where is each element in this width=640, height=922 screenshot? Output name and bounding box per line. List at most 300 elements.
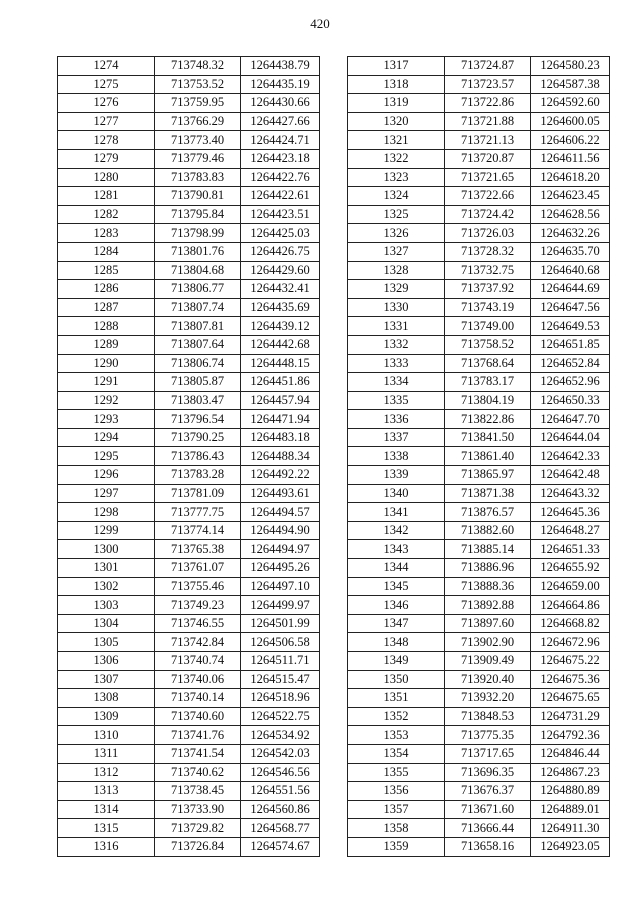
x-coordinate-cell: 713721.65 xyxy=(445,168,531,187)
y-coordinate-cell: 1264515.47 xyxy=(241,670,320,689)
x-coordinate-cell: 713740.06 xyxy=(155,670,241,689)
y-coordinate-cell: 1264652.84 xyxy=(531,354,610,373)
point-number-cell: 1332 xyxy=(348,335,445,354)
point-number-cell: 1325 xyxy=(348,205,445,224)
y-coordinate-cell: 1264611.56 xyxy=(531,149,610,168)
y-coordinate-cell: 1264438.79 xyxy=(241,57,320,76)
x-coordinate-cell: 713717.65 xyxy=(445,744,531,763)
table-row xyxy=(348,373,610,392)
point-number-cell: 1337 xyxy=(348,428,445,447)
x-coordinate-cell: 713737.92 xyxy=(445,280,531,299)
table-row xyxy=(58,428,320,447)
y-coordinate-cell: 1264580.23 xyxy=(531,57,610,76)
x-coordinate-cell: 713741.76 xyxy=(155,726,241,745)
x-coordinate-cell: 713658.16 xyxy=(445,837,531,856)
table-row xyxy=(58,447,320,466)
x-coordinate-cell: 713781.09 xyxy=(155,484,241,503)
x-coordinate-cell: 713790.25 xyxy=(155,428,241,447)
y-coordinate-cell: 1264659.00 xyxy=(531,577,610,596)
point-number-cell: 1342 xyxy=(348,521,445,540)
y-coordinate-cell: 1264652.96 xyxy=(531,373,610,392)
table-row xyxy=(58,373,320,392)
y-coordinate-cell: 1264494.57 xyxy=(241,503,320,522)
point-number-cell: 1280 xyxy=(58,168,155,187)
point-number-cell: 1305 xyxy=(58,633,155,652)
x-coordinate-cell: 713749.00 xyxy=(445,317,531,336)
point-number-cell: 1354 xyxy=(348,744,445,763)
table-row xyxy=(348,298,610,317)
y-coordinate-cell: 1264644.69 xyxy=(531,280,610,299)
y-coordinate-cell: 1264675.36 xyxy=(531,670,610,689)
point-number-cell: 1314 xyxy=(58,800,155,819)
x-coordinate-cell: 713753.52 xyxy=(155,75,241,94)
table-row xyxy=(58,131,320,150)
point-number-cell: 1335 xyxy=(348,391,445,410)
table-row xyxy=(348,484,610,503)
table-row xyxy=(58,298,320,317)
table-row xyxy=(348,94,610,113)
table-row xyxy=(58,614,320,633)
y-coordinate-cell: 1264592.60 xyxy=(531,94,610,113)
table-row xyxy=(58,782,320,801)
x-coordinate-cell: 713761.07 xyxy=(155,559,241,578)
x-coordinate-cell: 713892.88 xyxy=(445,596,531,615)
x-coordinate-cell: 713807.74 xyxy=(155,298,241,317)
y-coordinate-cell: 1264651.85 xyxy=(531,335,610,354)
x-coordinate-cell: 713749.23 xyxy=(155,596,241,615)
point-number-cell: 1321 xyxy=(348,131,445,150)
x-coordinate-cell: 713865.97 xyxy=(445,466,531,485)
table-row xyxy=(348,670,610,689)
table-row xyxy=(348,577,610,596)
x-coordinate-cell: 713733.90 xyxy=(155,800,241,819)
table-row xyxy=(58,540,320,559)
point-number-cell: 1340 xyxy=(348,484,445,503)
x-coordinate-cell: 713746.55 xyxy=(155,614,241,633)
table-row xyxy=(58,335,320,354)
y-coordinate-cell: 1264731.29 xyxy=(531,707,610,726)
x-coordinate-cell: 713742.84 xyxy=(155,633,241,652)
x-coordinate-cell: 713848.53 xyxy=(445,707,531,726)
point-number-cell: 1284 xyxy=(58,242,155,261)
x-coordinate-cell: 713723.57 xyxy=(445,75,531,94)
table-row xyxy=(58,187,320,206)
y-coordinate-cell: 1264648.27 xyxy=(531,521,610,540)
y-coordinate-cell: 1264423.18 xyxy=(241,149,320,168)
y-coordinate-cell: 1264471.94 xyxy=(241,410,320,429)
x-coordinate-cell: 713796.54 xyxy=(155,410,241,429)
x-coordinate-cell: 713803.47 xyxy=(155,391,241,410)
point-number-cell: 1349 xyxy=(348,652,445,671)
table-row xyxy=(58,410,320,429)
table-row xyxy=(348,335,610,354)
x-coordinate-cell: 713871.38 xyxy=(445,484,531,503)
point-number-cell: 1310 xyxy=(58,726,155,745)
point-number-cell: 1312 xyxy=(58,763,155,782)
point-number-cell: 1356 xyxy=(348,782,445,801)
table-row xyxy=(348,75,610,94)
point-number-cell: 1296 xyxy=(58,466,155,485)
y-coordinate-cell: 1264425.03 xyxy=(241,224,320,243)
point-number-cell: 1286 xyxy=(58,280,155,299)
x-coordinate-cell: 713774.14 xyxy=(155,521,241,540)
table-row xyxy=(58,503,320,522)
point-number-cell: 1330 xyxy=(348,298,445,317)
y-coordinate-cell: 1264647.56 xyxy=(531,298,610,317)
y-coordinate-cell: 1264495.26 xyxy=(241,559,320,578)
table-row xyxy=(58,596,320,615)
x-coordinate-cell: 713722.86 xyxy=(445,94,531,113)
x-coordinate-cell: 713804.68 xyxy=(155,261,241,280)
x-coordinate-cell: 713882.60 xyxy=(445,521,531,540)
point-number-cell: 1292 xyxy=(58,391,155,410)
x-coordinate-cell: 713676.37 xyxy=(445,782,531,801)
table-row xyxy=(348,633,610,652)
point-number-cell: 1297 xyxy=(58,484,155,503)
table-row xyxy=(58,577,320,596)
y-coordinate-cell: 1264668.82 xyxy=(531,614,610,633)
point-number-cell: 1347 xyxy=(348,614,445,633)
x-coordinate-cell: 713804.19 xyxy=(445,391,531,410)
table-row xyxy=(58,689,320,708)
table-row xyxy=(58,559,320,578)
point-number-cell: 1307 xyxy=(58,670,155,689)
point-number-cell: 1309 xyxy=(58,707,155,726)
x-coordinate-cell: 713671.60 xyxy=(445,800,531,819)
point-number-cell: 1287 xyxy=(58,298,155,317)
table-row xyxy=(348,689,610,708)
x-coordinate-cell: 713777.75 xyxy=(155,503,241,522)
y-coordinate-cell: 1264442.68 xyxy=(241,335,320,354)
x-coordinate-cell: 713741.54 xyxy=(155,744,241,763)
y-coordinate-cell: 1264672.96 xyxy=(531,633,610,652)
y-coordinate-cell: 1264675.65 xyxy=(531,689,610,708)
x-coordinate-cell: 713795.84 xyxy=(155,205,241,224)
point-number-cell: 1357 xyxy=(348,800,445,819)
y-coordinate-cell: 1264645.36 xyxy=(531,503,610,522)
x-coordinate-cell: 713740.14 xyxy=(155,689,241,708)
x-coordinate-cell: 713841.50 xyxy=(445,428,531,447)
point-number-cell: 1283 xyxy=(58,224,155,243)
x-coordinate-cell: 713932.20 xyxy=(445,689,531,708)
point-number-cell: 1318 xyxy=(348,75,445,94)
y-coordinate-cell: 1264880.89 xyxy=(531,782,610,801)
x-coordinate-cell: 713729.82 xyxy=(155,819,241,838)
x-coordinate-cell: 713740.74 xyxy=(155,652,241,671)
point-number-cell: 1350 xyxy=(348,670,445,689)
table-row xyxy=(58,112,320,131)
point-number-cell: 1306 xyxy=(58,652,155,671)
x-coordinate-cell: 713783.28 xyxy=(155,466,241,485)
table-row xyxy=(348,317,610,336)
point-number-cell: 1339 xyxy=(348,466,445,485)
x-coordinate-cell: 713740.60 xyxy=(155,707,241,726)
point-number-cell: 1298 xyxy=(58,503,155,522)
y-coordinate-cell: 1264867.23 xyxy=(531,763,610,782)
y-coordinate-cell: 1264542.03 xyxy=(241,744,320,763)
y-coordinate-cell: 1264439.12 xyxy=(241,317,320,336)
point-number-cell: 1345 xyxy=(348,577,445,596)
x-coordinate-cell: 713666.44 xyxy=(445,819,531,838)
x-coordinate-cell: 713876.57 xyxy=(445,503,531,522)
coordinates-table-right xyxy=(347,56,610,857)
y-coordinate-cell: 1264435.69 xyxy=(241,298,320,317)
y-coordinate-cell: 1264451.86 xyxy=(241,373,320,392)
x-coordinate-cell: 713909.49 xyxy=(445,652,531,671)
point-number-cell: 1351 xyxy=(348,689,445,708)
point-number-cell: 1319 xyxy=(348,94,445,113)
point-number-cell: 1277 xyxy=(58,112,155,131)
point-number-cell: 1317 xyxy=(348,57,445,76)
y-coordinate-cell: 1264647.70 xyxy=(531,410,610,429)
table-row xyxy=(348,205,610,224)
point-number-cell: 1353 xyxy=(348,726,445,745)
table-row xyxy=(58,484,320,503)
x-coordinate-cell: 713766.29 xyxy=(155,112,241,131)
x-coordinate-cell: 713805.87 xyxy=(155,373,241,392)
y-coordinate-cell: 1264501.99 xyxy=(241,614,320,633)
table-row xyxy=(58,633,320,652)
table-row xyxy=(348,391,610,410)
point-number-cell: 1329 xyxy=(348,280,445,299)
y-coordinate-cell: 1264432.41 xyxy=(241,280,320,299)
table-row xyxy=(348,726,610,745)
x-coordinate-cell: 713775.35 xyxy=(445,726,531,745)
y-coordinate-cell: 1264923.05 xyxy=(531,837,610,856)
y-coordinate-cell: 1264499.97 xyxy=(241,596,320,615)
point-number-cell: 1336 xyxy=(348,410,445,429)
y-coordinate-cell: 1264492.22 xyxy=(241,466,320,485)
y-coordinate-cell: 1264424.71 xyxy=(241,131,320,150)
y-coordinate-cell: 1264568.77 xyxy=(241,819,320,838)
point-number-cell: 1291 xyxy=(58,373,155,392)
y-coordinate-cell: 1264488.34 xyxy=(241,447,320,466)
point-number-cell: 1338 xyxy=(348,447,445,466)
y-coordinate-cell: 1264911.30 xyxy=(531,819,610,838)
table-row xyxy=(58,168,320,187)
table-row xyxy=(348,800,610,819)
point-number-cell: 1341 xyxy=(348,503,445,522)
point-number-cell: 1300 xyxy=(58,540,155,559)
point-number-cell: 1301 xyxy=(58,559,155,578)
point-number-cell: 1276 xyxy=(58,94,155,113)
table-row xyxy=(58,391,320,410)
point-number-cell: 1322 xyxy=(348,149,445,168)
x-coordinate-cell: 713765.38 xyxy=(155,540,241,559)
x-coordinate-cell: 713807.81 xyxy=(155,317,241,336)
x-coordinate-cell: 713748.32 xyxy=(155,57,241,76)
x-coordinate-cell: 713773.40 xyxy=(155,131,241,150)
x-coordinate-cell: 713806.77 xyxy=(155,280,241,299)
y-coordinate-cell: 1264675.22 xyxy=(531,652,610,671)
y-coordinate-cell: 1264483.18 xyxy=(241,428,320,447)
y-coordinate-cell: 1264426.75 xyxy=(241,242,320,261)
x-coordinate-cell: 713886.96 xyxy=(445,559,531,578)
table-row xyxy=(58,466,320,485)
y-coordinate-cell: 1264846.44 xyxy=(531,744,610,763)
point-number-cell: 1278 xyxy=(58,131,155,150)
table-row xyxy=(58,205,320,224)
x-coordinate-cell: 713779.46 xyxy=(155,149,241,168)
y-coordinate-cell: 1264448.15 xyxy=(241,354,320,373)
x-coordinate-cell: 713768.64 xyxy=(445,354,531,373)
point-number-cell: 1333 xyxy=(348,354,445,373)
table-row xyxy=(58,280,320,299)
table-row xyxy=(348,503,610,522)
point-number-cell: 1316 xyxy=(58,837,155,856)
y-coordinate-cell: 1264664.86 xyxy=(531,596,610,615)
table-row xyxy=(58,819,320,838)
y-coordinate-cell: 1264430.66 xyxy=(241,94,320,113)
point-number-cell: 1348 xyxy=(348,633,445,652)
y-coordinate-cell: 1264606.22 xyxy=(531,131,610,150)
y-coordinate-cell: 1264635.70 xyxy=(531,242,610,261)
x-coordinate-cell: 713920.40 xyxy=(445,670,531,689)
point-number-cell: 1281 xyxy=(58,187,155,206)
x-coordinate-cell: 713888.36 xyxy=(445,577,531,596)
y-coordinate-cell: 1264600.05 xyxy=(531,112,610,131)
point-number-cell: 1285 xyxy=(58,261,155,280)
table-row xyxy=(58,57,320,76)
table-row xyxy=(58,707,320,726)
point-number-cell: 1288 xyxy=(58,317,155,336)
table-row xyxy=(348,559,610,578)
y-coordinate-cell: 1264651.33 xyxy=(531,540,610,559)
y-coordinate-cell: 1264522.75 xyxy=(241,707,320,726)
x-coordinate-cell: 713806.74 xyxy=(155,354,241,373)
x-coordinate-cell: 713798.99 xyxy=(155,224,241,243)
point-number-cell: 1343 xyxy=(348,540,445,559)
table-row xyxy=(58,652,320,671)
table-row xyxy=(348,652,610,671)
y-coordinate-cell: 1264649.53 xyxy=(531,317,610,336)
x-coordinate-cell: 713738.45 xyxy=(155,782,241,801)
point-number-cell: 1346 xyxy=(348,596,445,615)
y-coordinate-cell: 1264494.97 xyxy=(241,540,320,559)
table-row xyxy=(58,75,320,94)
x-coordinate-cell: 713721.88 xyxy=(445,112,531,131)
y-coordinate-cell: 1264587.38 xyxy=(531,75,610,94)
y-coordinate-cell: 1264640.68 xyxy=(531,261,610,280)
point-number-cell: 1274 xyxy=(58,57,155,76)
table-row xyxy=(58,763,320,782)
table-row xyxy=(348,187,610,206)
table-row xyxy=(348,466,610,485)
table-row xyxy=(348,149,610,168)
y-coordinate-cell: 1264422.61 xyxy=(241,187,320,206)
point-number-cell: 1275 xyxy=(58,75,155,94)
table-row xyxy=(58,317,320,336)
point-number-cell: 1344 xyxy=(348,559,445,578)
table-row xyxy=(348,112,610,131)
y-coordinate-cell: 1264551.56 xyxy=(241,782,320,801)
table-row xyxy=(58,670,320,689)
table-row xyxy=(348,614,610,633)
x-coordinate-cell: 713722.66 xyxy=(445,187,531,206)
table-row xyxy=(348,280,610,299)
y-coordinate-cell: 1264623.45 xyxy=(531,187,610,206)
table-row xyxy=(348,354,610,373)
table-row xyxy=(58,837,320,856)
y-coordinate-cell: 1264642.48 xyxy=(531,466,610,485)
x-coordinate-cell: 713783.17 xyxy=(445,373,531,392)
point-number-cell: 1290 xyxy=(58,354,155,373)
coordinates-table-left xyxy=(57,56,320,857)
y-coordinate-cell: 1264506.58 xyxy=(241,633,320,652)
x-coordinate-cell: 713724.42 xyxy=(445,205,531,224)
point-number-cell: 1311 xyxy=(58,744,155,763)
table-row xyxy=(348,131,610,150)
y-coordinate-cell: 1264632.26 xyxy=(531,224,610,243)
point-number-cell: 1308 xyxy=(58,689,155,708)
point-number-cell: 1323 xyxy=(348,168,445,187)
table-row xyxy=(58,354,320,373)
table-row xyxy=(348,782,610,801)
table-row xyxy=(58,224,320,243)
x-coordinate-cell: 713755.46 xyxy=(155,577,241,596)
table-row xyxy=(348,428,610,447)
table-row xyxy=(58,744,320,763)
x-coordinate-cell: 713721.13 xyxy=(445,131,531,150)
table-row xyxy=(58,521,320,540)
point-number-cell: 1327 xyxy=(348,242,445,261)
y-coordinate-cell: 1264511.71 xyxy=(241,652,320,671)
x-coordinate-cell: 713726.84 xyxy=(155,837,241,856)
x-coordinate-cell: 713758.52 xyxy=(445,335,531,354)
x-coordinate-cell: 713807.64 xyxy=(155,335,241,354)
x-coordinate-cell: 713720.87 xyxy=(445,149,531,168)
x-coordinate-cell: 713897.60 xyxy=(445,614,531,633)
y-coordinate-cell: 1264435.19 xyxy=(241,75,320,94)
x-coordinate-cell: 713885.14 xyxy=(445,540,531,559)
point-number-cell: 1289 xyxy=(58,335,155,354)
x-coordinate-cell: 713732.75 xyxy=(445,261,531,280)
y-coordinate-cell: 1264644.04 xyxy=(531,428,610,447)
y-coordinate-cell: 1264429.60 xyxy=(241,261,320,280)
point-number-cell: 1315 xyxy=(58,819,155,838)
x-coordinate-cell: 713724.87 xyxy=(445,57,531,76)
point-number-cell: 1282 xyxy=(58,205,155,224)
point-number-cell: 1331 xyxy=(348,317,445,336)
y-coordinate-cell: 1264650.33 xyxy=(531,391,610,410)
y-coordinate-cell: 1264497.10 xyxy=(241,577,320,596)
point-number-cell: 1320 xyxy=(348,112,445,131)
point-number-cell: 1299 xyxy=(58,521,155,540)
x-coordinate-cell: 713783.83 xyxy=(155,168,241,187)
point-number-cell: 1359 xyxy=(348,837,445,856)
point-number-cell: 1279 xyxy=(58,149,155,168)
y-coordinate-cell: 1264423.51 xyxy=(241,205,320,224)
table-row xyxy=(348,540,610,559)
y-coordinate-cell: 1264457.94 xyxy=(241,391,320,410)
table-row xyxy=(348,224,610,243)
y-coordinate-cell: 1264618.20 xyxy=(531,168,610,187)
table-row xyxy=(348,168,610,187)
x-coordinate-cell: 713861.40 xyxy=(445,447,531,466)
y-coordinate-cell: 1264560.86 xyxy=(241,800,320,819)
table-row xyxy=(348,521,610,540)
y-coordinate-cell: 1264574.67 xyxy=(241,837,320,856)
table-row xyxy=(58,94,320,113)
y-coordinate-cell: 1264494.90 xyxy=(241,521,320,540)
point-number-cell: 1303 xyxy=(58,596,155,615)
y-coordinate-cell: 1264422.76 xyxy=(241,168,320,187)
x-coordinate-cell: 713822.86 xyxy=(445,410,531,429)
x-coordinate-cell: 713759.95 xyxy=(155,94,241,113)
y-coordinate-cell: 1264427.66 xyxy=(241,112,320,131)
point-number-cell: 1294 xyxy=(58,428,155,447)
table-row xyxy=(348,837,610,856)
